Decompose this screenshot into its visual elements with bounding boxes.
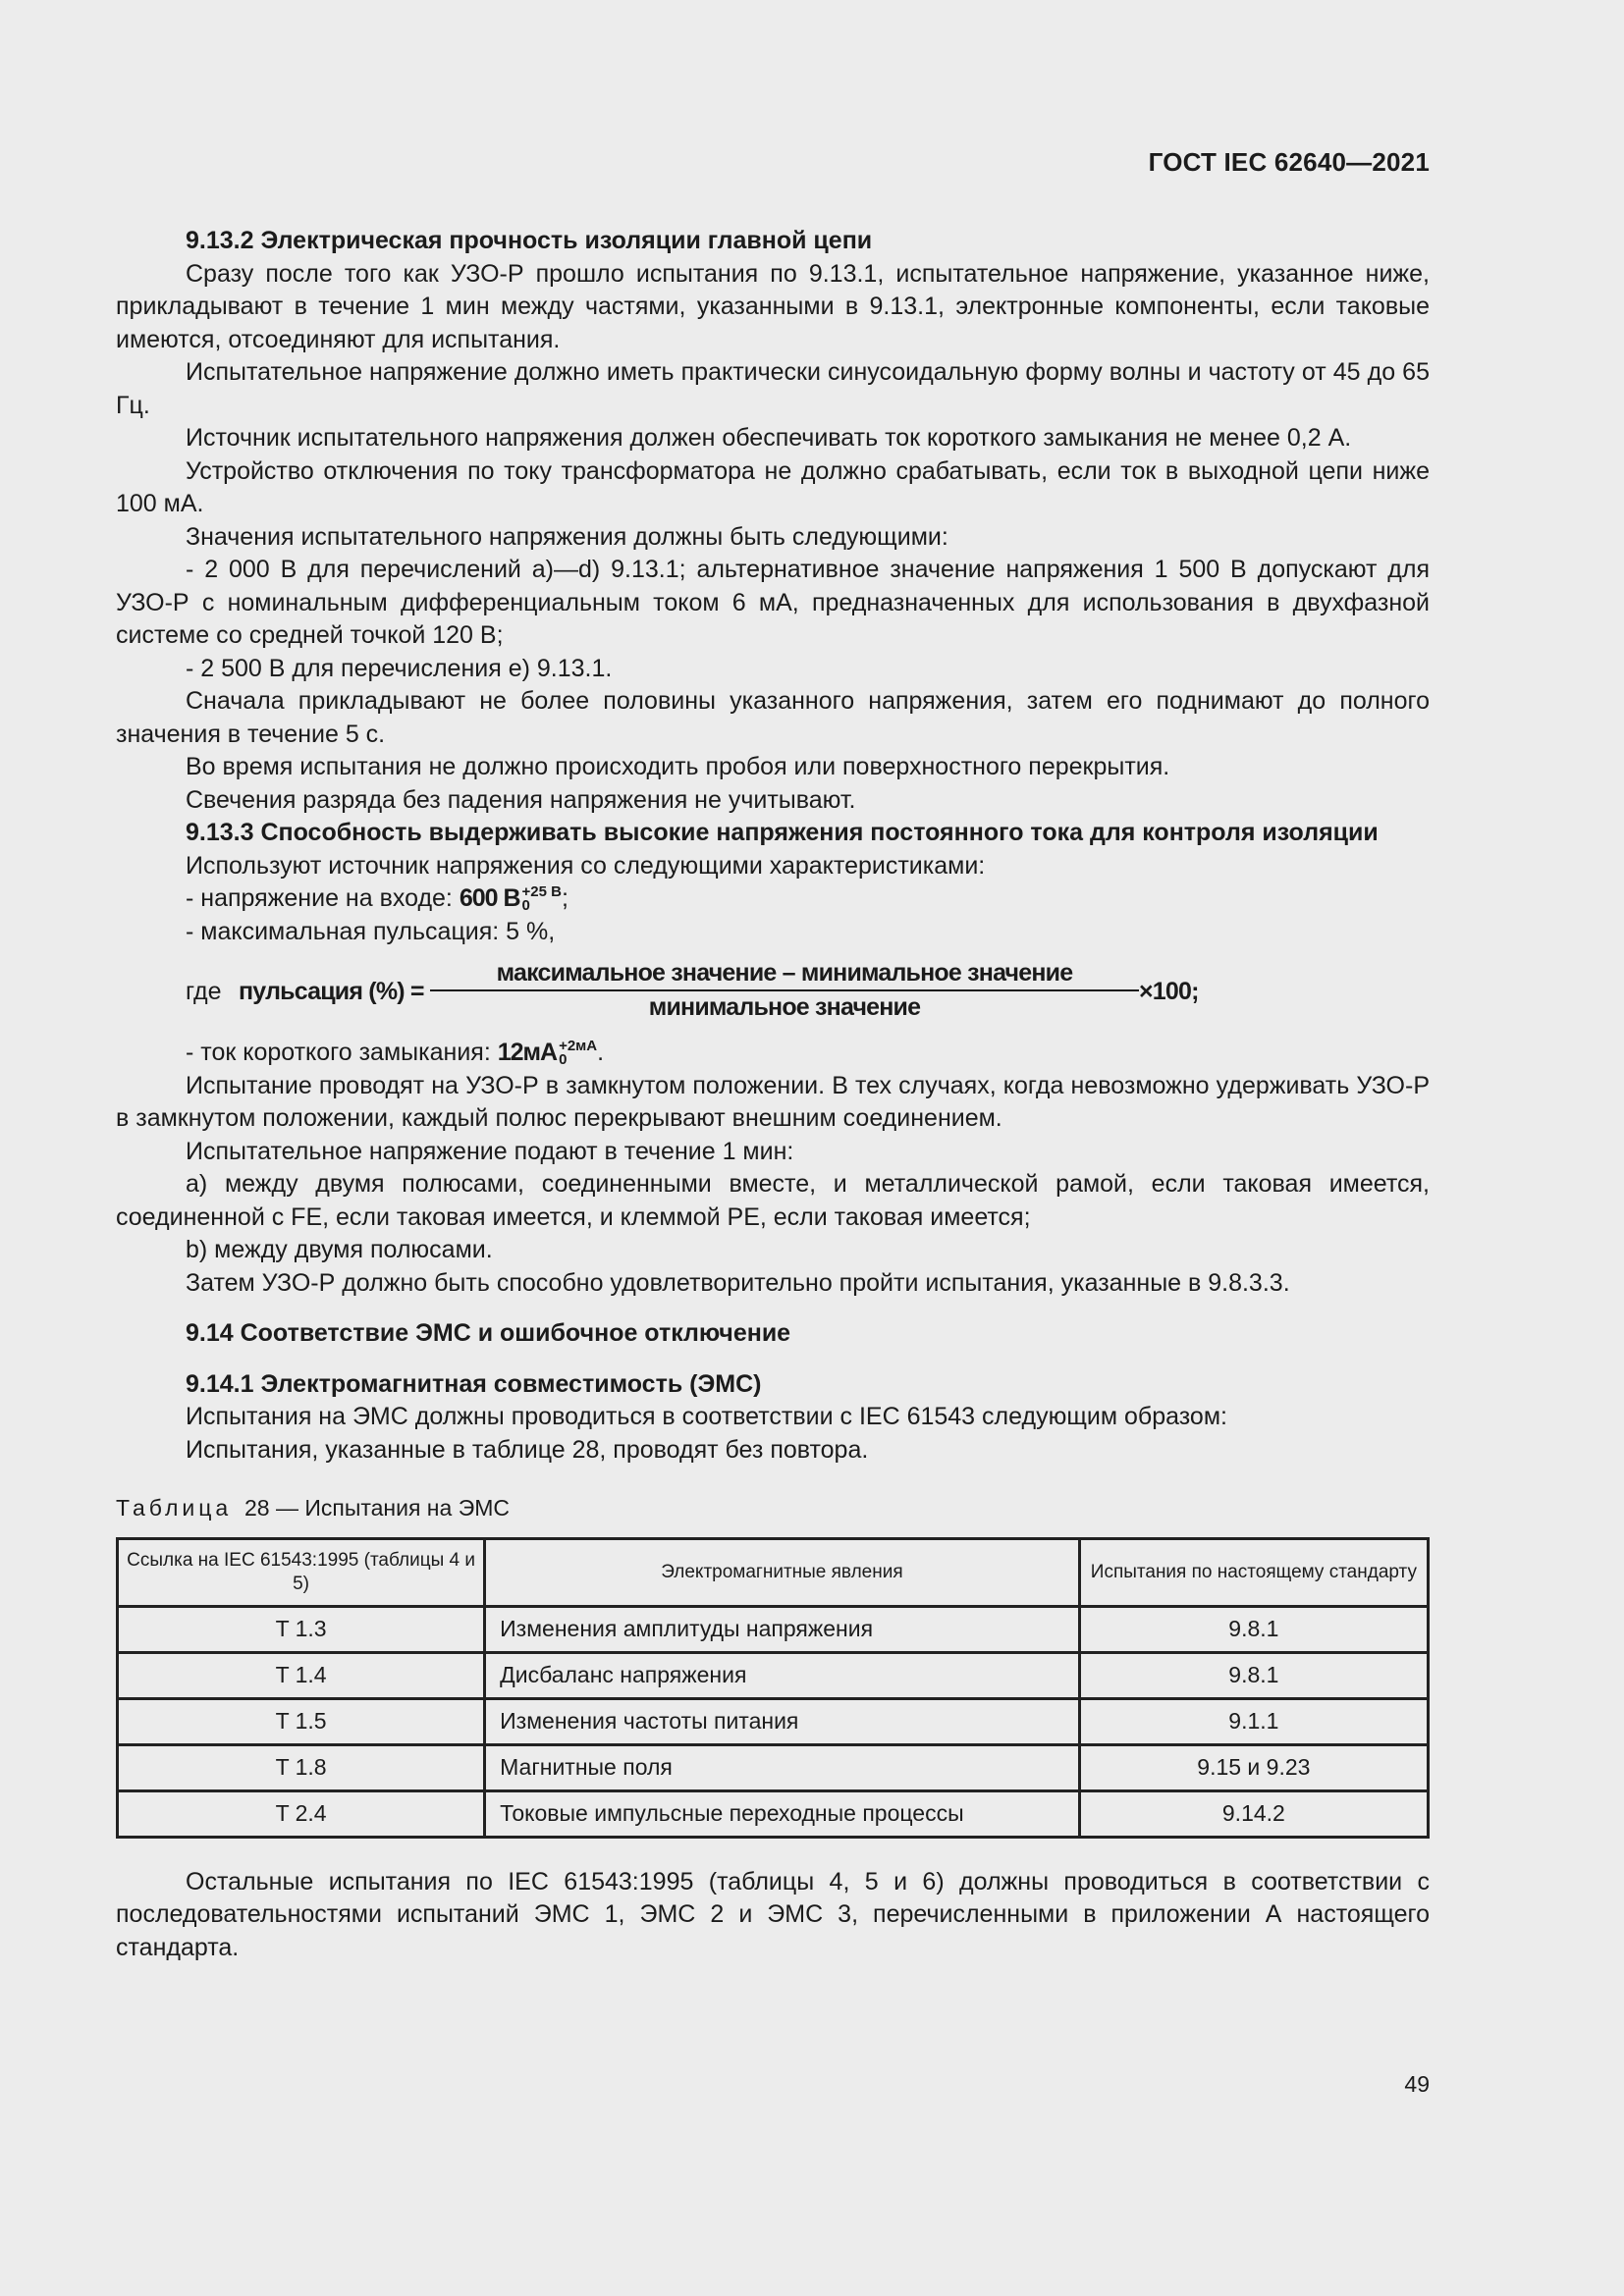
formula-lhs: пульсация (%) = (239, 978, 424, 1005)
cell-ref: T 1.4 (118, 1652, 485, 1698)
list-item-end: . (597, 1039, 605, 1066)
section-heading-9-13-2: 9.13.2 Электрическая прочность изоляции главной цепи (186, 227, 873, 254)
tolerance-lower: 0 (559, 1051, 568, 1069)
tolerance (522, 885, 562, 913)
paragraph: Испытательное напряжение должно иметь практически синусоидальную форму волны и частоту от 45 до 65 Гц. (116, 358, 1430, 419)
page-number: 49 (1404, 2071, 1430, 2097)
cell-test: 9.8.1 (1079, 1606, 1428, 1652)
cell-phenomenon: Дисбаланс напряжения (485, 1652, 1080, 1698)
section-heading-9-14-1: 9.14.1 Электромагнитная совместимость (ЭМС) (186, 1369, 762, 1398)
paragraph: Устройство отключения по току трансформатора не должно срабатывать, если ток в выходной цепи ниже 100 мА. (116, 456, 1430, 517)
current-value: 12мА (497, 1039, 558, 1066)
table-header-tests: Испытания по настоящему стандарту (1079, 1538, 1428, 1606)
table-row (118, 1790, 1429, 1837)
list-item-input-voltage (116, 882, 1430, 916)
list-item-short-circuit-current (116, 1037, 1430, 1070)
formula-numerator: максимальное значение – минимальное значение (430, 958, 1139, 991)
tolerance-lower: 0 (521, 897, 530, 915)
paragraph: Значения испытательного напряжения должны быть следующими: (186, 522, 948, 551)
formula-multiplier: ×100; (1139, 978, 1199, 1005)
table-row (118, 1652, 1429, 1698)
cell-phenomenon: Изменения частоты питания (485, 1698, 1080, 1744)
ripple-formula (116, 958, 1430, 1021)
table-row (118, 1744, 1429, 1790)
cell-ref: T 2.4 (118, 1790, 485, 1837)
table-header-phenomena: Электромагнитные явления (485, 1538, 1080, 1606)
list-item: - 2 000 В для перечислений а)—d) 9.13.1; альтернативное значение напряжения 1 500 В допускают для УЗО-Р с номинальным дифференциальным током 6 мА, предназначенных для использования в двухфазной системе со средней точкой 120 В; (116, 556, 1430, 649)
table-header-ref: Ссылка на IEC 61543:1995 (таблицы 4 и 5) (118, 1538, 485, 1606)
paragraph: Сразу после того как УЗО-Р прошло испытания по 9.13.1, испытательное напряжение, указанное ниже, прикладывают в течение 1 мин между частями, указанными в 9.13.1, электронные компоненты, если таковые имеются, отсоединяют для испытания. (116, 259, 1430, 353)
cell-test: 9.8.1 (1079, 1652, 1428, 1698)
cell-test: 9.14.2 (1079, 1790, 1428, 1837)
paragraph: Источник испытательного напряжения должен обеспечивать ток короткого замыкания не менее 0,2 А. (186, 424, 1352, 452)
paragraph: Используют источник напряжения со следующими характеристиками: (186, 851, 986, 880)
cell-ref: T 1.3 (118, 1606, 485, 1652)
formula-denominator: минимальное значение (648, 993, 921, 1021)
cell-test: 9.15 и 9.23 (1079, 1744, 1428, 1790)
list-item-b: b) между двумя полюсами. (186, 1236, 493, 1263)
paragraph: Во время испытания не должно происходить пробоя или поверхностного перекрытия. (186, 753, 1170, 780)
tolerance-upper: +25 В (521, 883, 562, 901)
cell-phenomenon: Изменения амплитуды напряжения (485, 1606, 1080, 1652)
paragraph: Остальные испытания по IEC 61543:1995 (таблицы 4, 5 и 6) должны проводиться в соответствии с последовательностями испытаний ЭМС 1, ЭМС 2 и ЭМС 3, перечисленными в приложении А настоящего стандарта. (116, 1867, 1430, 1961)
page-body (116, 225, 1430, 1964)
table-caption-word: Таблица (116, 1495, 233, 1521)
list-item-text: - ток короткого замыкания: (186, 1039, 498, 1066)
cell-ref: T 1.8 (118, 1744, 485, 1790)
voltage-value: 600 В (459, 884, 520, 912)
cell-phenomenon: Магнитные поля (485, 1744, 1080, 1790)
section-heading-9-14: 9.14 Соответствие ЭМС и ошибочное отключение (186, 1319, 791, 1347)
paragraph: Испытания на ЭМС должны проводиться в соответствии с IEC 61543 следующим образом: (186, 1403, 1227, 1430)
emc-tests-table (116, 1537, 1430, 1839)
table-caption-title: 28 — Испытания на ЭМС (244, 1495, 510, 1521)
table-row (118, 1698, 1429, 1744)
paragraph: Испытание проводят на УЗО-Р в замкнутом положении. В тех случаях, когда невозможно удерживать УЗО-Р в замкнутом положении, каждый полюс перекрывают внешним соединением. (116, 1071, 1430, 1132)
tolerance (559, 1040, 597, 1067)
list-item: - 2 500 В для перечисления е) 9.13.1. (186, 654, 613, 682)
list-item-end: ; (562, 884, 568, 912)
list-item-a: а) между двумя полюсами, соединенными вместе, и металлической рамой, если таковая имеется, соединенной с FE, если таковая имеется, и клеммой РЕ, если таковая имеется; (116, 1170, 1430, 1231)
paragraph: Свечения разряда без падения напряжения не учитывают. (186, 785, 856, 814)
table-row (118, 1606, 1429, 1652)
paragraph: Испытательное напряжение подают в течение 1 мин: (186, 1137, 794, 1165)
paragraph: Сначала прикладывают не более половины указанного напряжения, затем его поднимают до полного значения в течение 5 с. (116, 687, 1430, 748)
table-header-row (118, 1538, 1429, 1606)
paragraph: Испытания, указанные в таблице 28, проводят без повтора. (186, 1435, 869, 1464)
cell-test: 9.1.1 (1079, 1698, 1428, 1744)
list-item: - максимальная пульсация: 5 %, (186, 917, 556, 945)
table-caption (116, 1492, 1430, 1525)
section-heading-9-13-3: 9.13.3 Способность выдерживать высокие напряжения постоянного тока для контроля изоляции (186, 819, 1379, 846)
cell-phenomenon: Токовые импульсные переходные процессы (485, 1790, 1080, 1837)
document-id-header: ГОСТ IEC 62640—2021 (1148, 147, 1430, 177)
cell-ref: T 1.5 (118, 1698, 485, 1744)
formula-fraction (430, 958, 1139, 1023)
formula-where-label: где (186, 978, 222, 1005)
list-item-text: - напряжение на входе: (186, 884, 460, 912)
paragraph: Затем УЗО-Р должно быть способно удовлетворительно пройти испытания, указанные в 9.8.3.3. (186, 1268, 1290, 1297)
tolerance-upper: +2мА (559, 1038, 598, 1055)
